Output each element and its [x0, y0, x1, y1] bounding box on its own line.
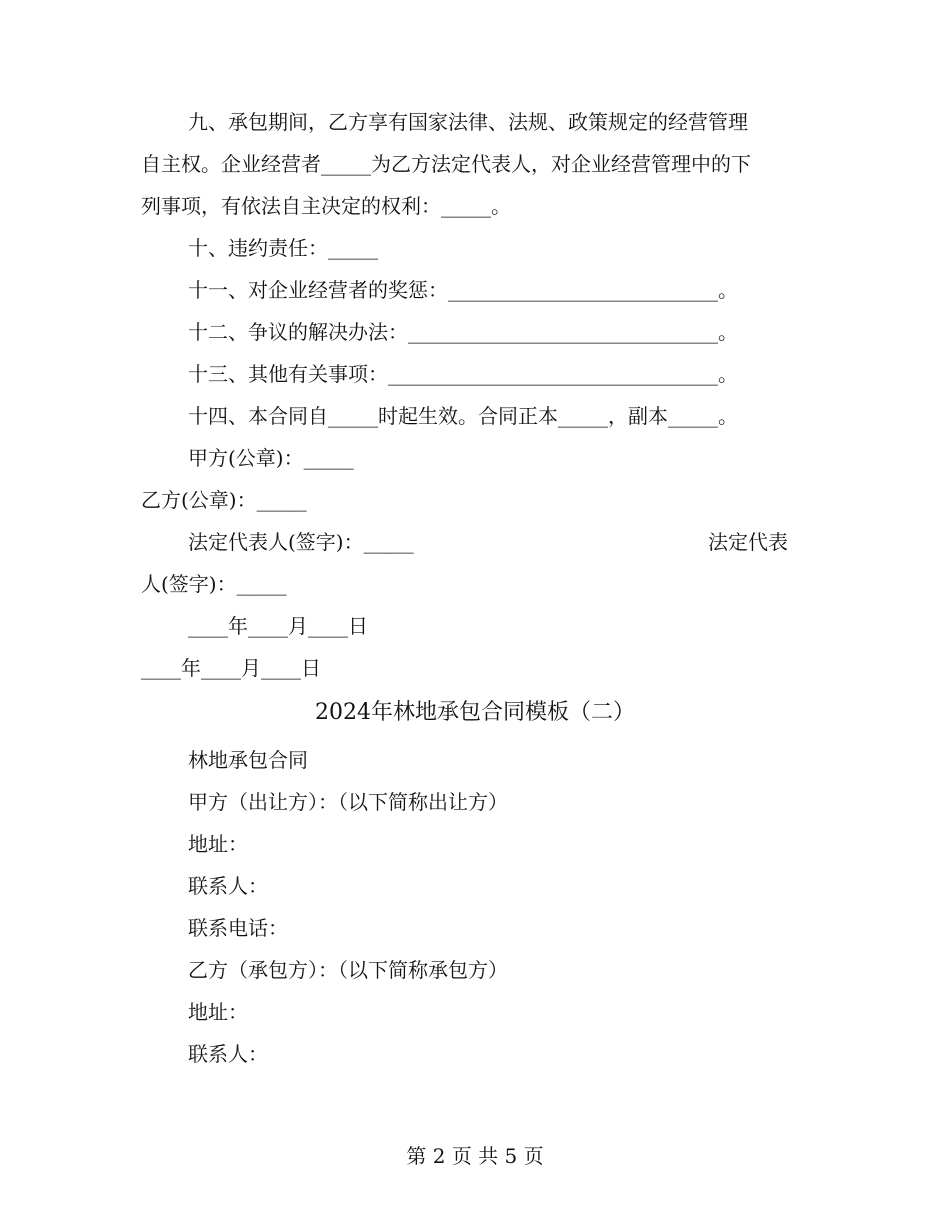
party-b-address: 地址：	[188, 1000, 248, 1024]
clause-11: 十一、对企业经营者的奖惩：___________________________。	[188, 278, 738, 302]
party-a-representative: 法定代表人(签字)：_____	[188, 530, 414, 554]
clause-9-line-1: 九、承包期间，乙方享有国家法律、法规、政策规定的经营管理	[188, 110, 748, 134]
party-a-seal: 甲方(公章)：_____	[188, 446, 354, 470]
party-a-contact: 联系人：	[188, 874, 268, 898]
party-a-phone: 联系电话：	[188, 916, 288, 940]
clause-14: 十四、本合同自_____时起生效。合同正本_____，副本_____。	[188, 404, 738, 428]
clause-9-line-2: 自主权。企业经营者_____为乙方法定代表人，对企业经营管理中的下	[141, 152, 751, 176]
party-b-date: ____年____月____日	[141, 656, 321, 680]
party-b-heading: 乙方（承包方）：（以下简称承包方）	[188, 958, 508, 982]
clause-10: 十、违约责任：_____	[188, 236, 378, 260]
party-b-representative-part-1: 法定代表	[708, 530, 788, 554]
clause-9-line-3: 列事项，有依法自主决定的权利：_____。	[141, 194, 511, 218]
page-number: 第 2 页 共 5 页	[406, 1144, 544, 1168]
party-b-seal: 乙方(公章)：_____	[141, 488, 307, 512]
contract-name: 林地承包合同	[188, 748, 308, 772]
party-b-contact: 联系人：	[188, 1042, 268, 1066]
clause-13: 十三、其他有关事项：_________________________________。	[188, 362, 738, 386]
party-a-address: 地址：	[188, 832, 248, 856]
party-a-date: ____年____月____日	[188, 614, 368, 638]
clause-12: 十二、争议的解决办法：_______________________________。	[188, 320, 738, 344]
party-a-heading: 甲方（出让方）：（以下简称出让方）	[188, 790, 508, 814]
section-title: 2024年林地承包合同模板（二）	[315, 700, 635, 725]
party-b-representative-part-2: 人(签字)：_____	[141, 572, 287, 596]
